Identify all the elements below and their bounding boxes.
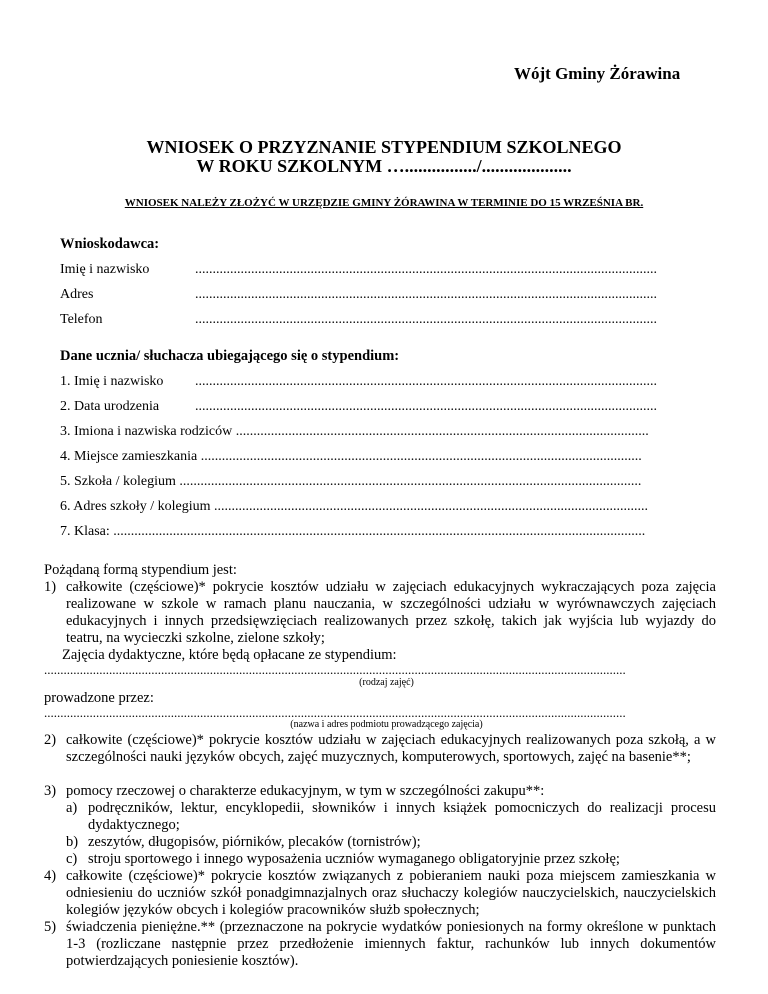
item3a-number: a) <box>66 800 78 816</box>
item1-provider-label: prowadzone przez: <box>44 690 154 706</box>
student-class-field[interactable]: 7. Klasa: ........................................................................................................................................................ <box>60 524 646 539</box>
student-residence-field[interactable]: 4. Miejsce zamieszkania .............................................................................................................................. <box>60 449 642 464</box>
item2-text: całkowite (częściowe)* pokrycie kosztów udziału w zajęciach edukacyjnych realizowanych poza szkołą, a w szczególności nauki języków obcych, zajęć muzycznych, komputerowych, sportowych, zajęć na basenie**; <box>66 732 716 765</box>
student-school-field[interactable]: 5. Szkoła / kolegium .................................................................................................................................... <box>60 474 642 489</box>
student-school-address-field[interactable]: 6. Adres szkoły / kolegium ............................................................................................................................ <box>60 499 648 514</box>
item4-text: całkowite (częściowe)* pokrycie kosztów związanych z pobieraniem nauki poza miejscem zamieszkania w odniesieniu do uczniów szkół ponadgimnazjalnych oraz słuchaczy kolegiów nauczycielskich, nauczycielskich kolegiów języków obcych i kolegiów pracowników służb społecznych; <box>66 868 716 918</box>
student-parents-field[interactable]: 3. Imiona i nazwiska rodziców ...................................................................................................................... <box>60 424 649 439</box>
applicant-heading: Wnioskodawca: <box>60 236 160 252</box>
item3b-number: b) <box>66 834 79 850</box>
item1-provider-caption: (nazwa i adres podmiotu prowadzącego zajęcia) <box>290 719 483 730</box>
item4-number: 4) <box>44 868 57 884</box>
applicant-address-label: Adres <box>60 287 94 302</box>
item5-text: świadczenia pieniężne.** (przeznaczone na pokrycie wydatków poniesionych na formy określone w punktach 1-3 (rozliczane następnie przez przedłożenie imiennych faktur, rachunków lub innych dokumentów potwierdzających poniesienie kosztów). <box>66 919 716 969</box>
item3c-number: c) <box>66 851 78 867</box>
form-title-line1: WNIOSEK O PRZYZNANIE STYPENDIUM SZKOLNEGO <box>146 137 622 157</box>
applicant-name-label: Imię i nazwisko <box>60 262 150 277</box>
student-birthdate-field[interactable]: .................................................................................................................................... <box>195 399 657 414</box>
authority-heading: Wójt Gminy Żórawina <box>514 64 681 83</box>
form-title-line2: W ROKU SZKOLNYM …................/.................... <box>196 156 572 176</box>
item3b-text: zeszytów, długopisów, piórników, plecaków (tornistrów); <box>88 834 421 850</box>
submission-notice: WNIOSEK NALEŻY ZŁOŻYĆ W URZĘDZIE GMINY ŻÓRAWINA W TERMINIE DO 15 WRZEŚNIA BR. <box>124 197 644 209</box>
applicant-name-field[interactable]: .................................................................................................................................... <box>195 262 657 277</box>
item3a-text: podręczników, lektur, encyklopedii, słowników i innych książek pomocniczych do realizacji procesu dydaktycznego; <box>88 800 716 833</box>
item3-text: pomocy rzeczowej o charakterze edukacyjnym, w tym w szczególności zakupu**: <box>66 783 545 799</box>
student-name-label: 1. Imię i nazwisko <box>60 374 164 389</box>
item5-number: 5) <box>44 919 57 935</box>
student-birthdate-label: 2. Data urodzenia <box>60 399 160 414</box>
applicant-phone-label: Telefon <box>60 312 103 327</box>
item1-activity-caption: (rodzaj zajęć) <box>359 677 414 688</box>
item3-number: 3) <box>44 783 57 799</box>
applicant-address-field[interactable]: .................................................................................................................................... <box>195 287 657 302</box>
item2-number: 2) <box>44 732 57 748</box>
item3c-text: stroju sportowego i innego wyposażenia uczniów wymaganego obligatoryjnie przez szkołę; <box>88 851 620 867</box>
student-heading: Dane ucznia/ słuchacza ubiegającego się o stypendium: <box>60 348 400 364</box>
item1-number: 1) <box>44 579 57 595</box>
item1-provider-field[interactable]: ................................................................................................................................................................................... <box>44 705 626 720</box>
student-name-field[interactable]: .................................................................................................................................... <box>195 374 657 389</box>
item1-activity-field[interactable]: ................................................................................................................................................................................... <box>44 662 626 677</box>
item1-text: całkowite (częściowe)* pokrycie kosztów udziału w zajęciach edukacyjnych wykraczających poza zajęcia realizowane w szkole w ramach planu nauczania, w szczególności udziału w wyrównawczych zajęciach edukacyjnych i innych przedsięwzięciach realizowanych przez szkołę, takich jak wyjścia lub wyjazdy do teatru, na wycieczki szkolne, zielone szkoły; <box>66 579 716 646</box>
item1-subheading: Zajęcia dydaktyczne, które będą opłacane ze stypendium: <box>62 647 397 663</box>
form-intro: Pożądaną formą stypendium jest: <box>44 562 237 578</box>
applicant-phone-field[interactable]: .................................................................................................................................... <box>195 312 657 327</box>
